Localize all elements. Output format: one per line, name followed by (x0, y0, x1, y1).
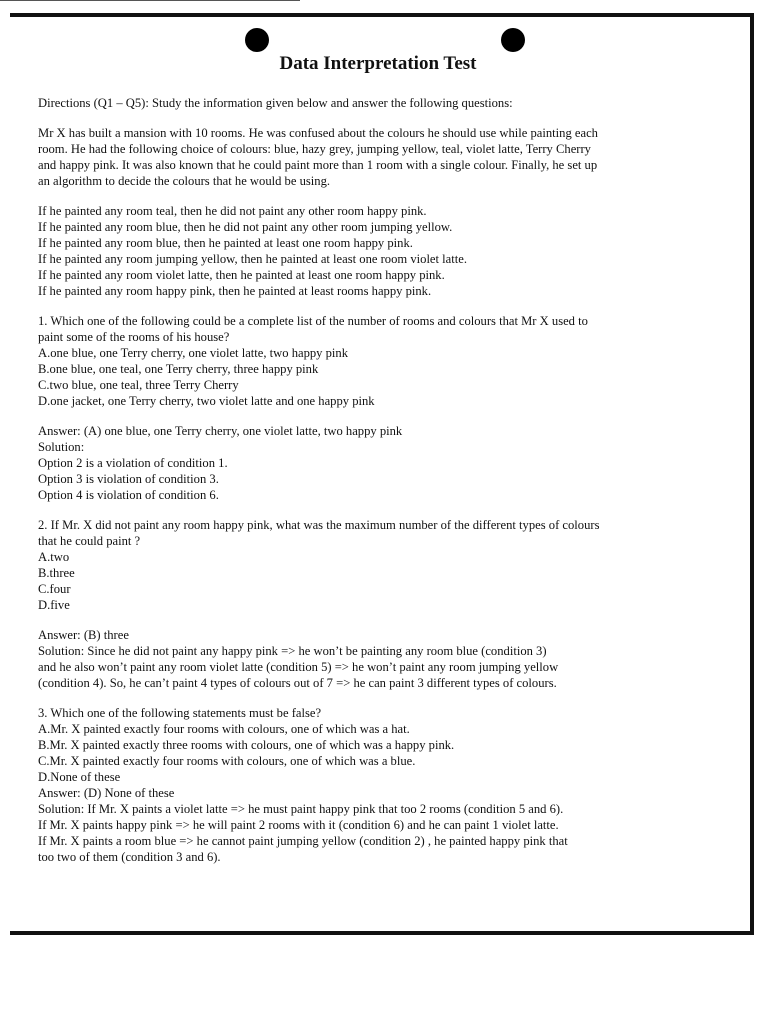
intro-line: and happy pink. It was also known that he could paint more than 1 room with a single colour. Finally, he set up (38, 158, 598, 172)
directions-line: Directions (Q1 – Q5): Study the information given below and answer the following questions: (38, 96, 513, 110)
solution-line: Solution: (38, 440, 85, 454)
option-a: A.one blue, one Terry cherry, one violet latte, two happy pink (38, 346, 349, 360)
option-a: A.two (38, 550, 70, 564)
question-text: that he could paint ? (38, 534, 141, 548)
solution-line: (condition 4). So, he can’t paint 4 types of colours out of 7 => he can paint 3 different types of colours. (38, 676, 557, 690)
solution-line: Option 4 is violation of condition 6. (38, 488, 219, 502)
solution-line: Solution: If Mr. X paints a violet latte => he must paint happy pink that too 2 rooms (condition 5 and 6). (38, 802, 564, 816)
option-c: C.four (38, 582, 71, 596)
intro-line: Mr X has built a mansion with 10 rooms. He was confused about the colours he should use while painting each (38, 126, 598, 140)
condition-item: If he painted any room blue, then he painted at least one room happy pink. (38, 236, 413, 250)
option-c: C.two blue, one teal, three Terry Cherry (38, 378, 239, 392)
option-d: D.None of these (38, 770, 121, 784)
condition-item: If he painted any room violet latte, then he painted at least one room happy pink. (38, 268, 445, 282)
page-title: Data Interpretation Test (279, 53, 477, 74)
option-d: D.one jacket, one Terry cherry, two violet latte and one happy pink (38, 394, 375, 408)
option-b: B.Mr. X painted exactly three rooms with colours, one of which was a happy pink. (38, 738, 455, 752)
solution-line: If Mr. X paints a room blue => he cannot paint jumping yellow (condition 2) , he painted happy pink that (38, 834, 568, 848)
option-a: A.Mr. X painted exactly four rooms with colours, one of which was a hat. (38, 722, 410, 736)
question-3 (38, 705, 718, 865)
option-b: B.three (38, 566, 75, 580)
question-1 (38, 313, 718, 409)
conditions-list (38, 203, 718, 299)
solution-line: Option 2 is a violation of condition 1. (38, 456, 228, 470)
condition-item: If he painted any room jumping yellow, then he painted at least one room violet latte. (38, 252, 467, 266)
option-c: C.Mr. X painted exactly four rooms with colours, one of which was a blue. (38, 754, 416, 768)
condition-item: If he painted any room teal, then he did not paint any other room happy pink. (38, 204, 427, 218)
solution-line: and he also won’t paint any room violet latte (condition 5) => he won’t paint any room jumping yellow (38, 660, 559, 674)
punch-hole-right (501, 28, 525, 52)
solution-line: too two of them (condition 3 and 6). (38, 850, 221, 864)
solution-line: Option 3 is violation of condition 3. (38, 472, 219, 486)
intro-paragraph (38, 125, 718, 189)
option-b: B.one blue, one teal, one Terry cherry, three happy pink (38, 362, 319, 376)
condition-item: If he painted any room happy pink, then he painted at least rooms happy pink. (38, 284, 432, 298)
document-body (38, 52, 718, 879)
answer-line: Answer: (B) three (38, 628, 129, 642)
question-text: 2. If Mr. X did not paint any room happy pink, what was the maximum number of the different types of colours (38, 518, 600, 532)
condition-item: If he painted any room blue, then he did not paint any other room jumping yellow. (38, 220, 453, 234)
intro-line: an algorithm to decide the colours that he would be using. (38, 174, 331, 188)
answer-line: Answer: (A) one blue, one Terry cherry, one violet latte, two happy pink (38, 424, 403, 438)
option-d: D.five (38, 598, 70, 612)
answer-1 (38, 423, 718, 503)
directions (38, 95, 718, 111)
question-2 (38, 517, 718, 613)
solution-line: Solution: Since he did not paint any happy pink => he won’t be painting any room blue (condition 3) (38, 644, 547, 658)
answer-2 (38, 627, 718, 691)
scan-edge-line (0, 0, 300, 1)
intro-line: room. He had the following choice of colours: blue, hazy grey, jumping yellow, teal, violet latte, Terry Cherry (38, 142, 591, 156)
answer-line: Answer: (D) None of these (38, 786, 175, 800)
question-text: paint some of the rooms of his house? (38, 330, 230, 344)
punch-hole-left (245, 28, 269, 52)
question-text: 3. Which one of the following statements must be false? (38, 706, 322, 720)
solution-line: If Mr. X paints happy pink => he will paint 2 rooms with it (condition 6) and he can paint 1 violet latte. (38, 818, 559, 832)
question-text: 1. Which one of the following could be a complete list of the number of rooms and colours that Mr X used to (38, 314, 588, 328)
